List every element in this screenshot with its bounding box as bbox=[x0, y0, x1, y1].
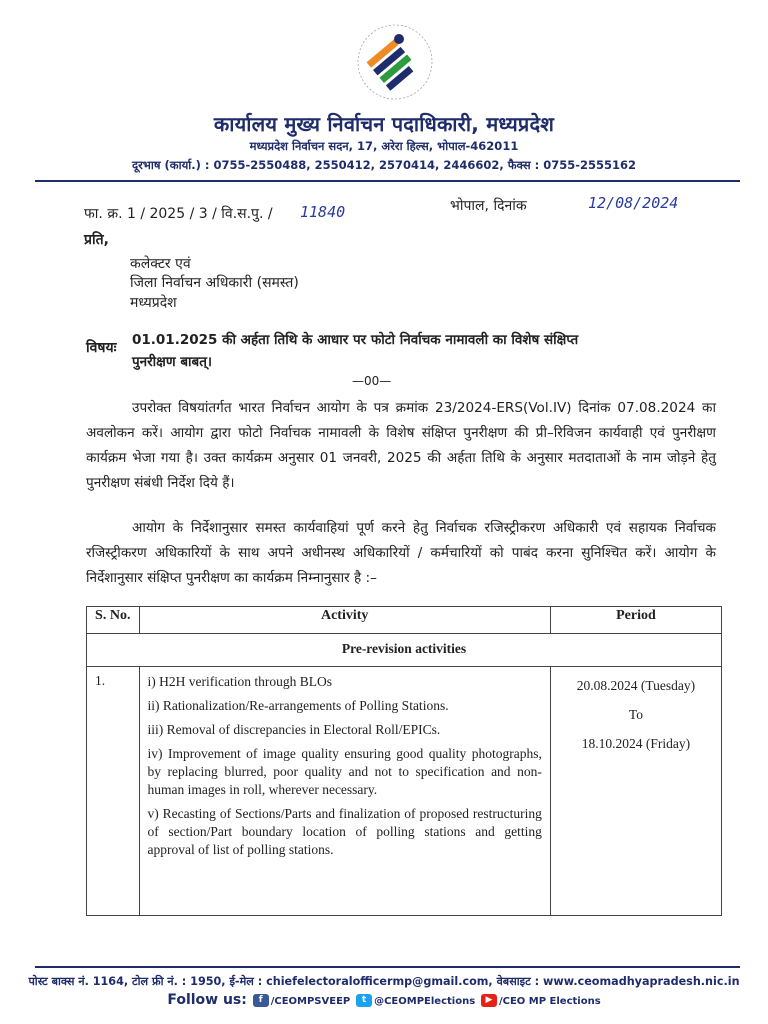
to-label: प्रति, bbox=[84, 232, 109, 248]
reference-label: फा. क्र. 1 / 2025 / 3 / वि.स.पु. / bbox=[84, 206, 273, 222]
header-activity: Activity bbox=[139, 607, 550, 634]
election-commission-logo-icon bbox=[355, 22, 435, 102]
letter-date: 12/08/2024 bbox=[588, 194, 679, 212]
row-activities bbox=[139, 667, 550, 916]
recipient-line-3: मध्यप्रदेश bbox=[130, 295, 177, 311]
reference-number: 11840 bbox=[300, 203, 346, 221]
period-to: 18.10.2024 (Friday) bbox=[581, 736, 691, 751]
recipient-line-1: कलेक्टर एवं bbox=[130, 256, 191, 272]
youtube-icon[interactable]: ▶ bbox=[481, 994, 497, 1007]
twitter-handle[interactable]: @CEOMPElections bbox=[374, 996, 476, 1007]
header-divider bbox=[35, 180, 740, 182]
footer-divider bbox=[35, 966, 740, 968]
twitter-icon[interactable]: t bbox=[356, 994, 372, 1007]
subject-label: विषयः bbox=[86, 340, 117, 356]
section-row bbox=[87, 634, 722, 667]
header-sno: S. No. bbox=[87, 607, 140, 634]
footer-contact: पोस्ट बाक्स नं. 1164, टोल फ्री नं. : 1950, ई-मेल : chiefelectoralofficermp@gmail.com, वेबसाइट : www.ceomadhyapradesh.nic.in bbox=[28, 975, 740, 988]
section-title: Pre-revision activities bbox=[87, 634, 722, 667]
paragraph-2: आयोग के निर्देशानुसार समस्त कार्यवाहियां पूर्ण करने हेतु निर्वाचक रजिस्ट्रीकरण अधिकारी एवं सहायक निर्वाचक रजिस्ट्रीकरण अधिकारियों के साथ अपने अधीनस्थ अधिकारियों / कर्मचारियों को पाबंद करना सुनिश्चित करें। आयोग के निर्देशानुसार संक्षिप्त पुनरीक्षण का कार्यक्रम निम्नानुसार है :– bbox=[86, 520, 716, 586]
activity-item: i) H2H verification through BLOs bbox=[147, 674, 332, 689]
activity-item: iii) Removal of discrepancies in Electoral Roll/EPICs. bbox=[147, 722, 441, 737]
row-sno: 1. bbox=[87, 667, 140, 916]
follow-label: Follow us: bbox=[167, 992, 247, 1008]
period-from: 20.08.2024 (Tuesday) bbox=[576, 678, 696, 693]
footer-social bbox=[0, 992, 768, 1008]
schedule-table bbox=[86, 606, 722, 916]
separator: —00— bbox=[352, 374, 392, 388]
facebook-handle[interactable]: /CEOMPSVEEP bbox=[270, 996, 351, 1007]
period-to-label: To bbox=[628, 707, 643, 722]
subject-line-1: 01.01.2025 की अर्हता तिथि के आधार पर फोटो निर्वाचक नामावली का विशेष संक्षिप्त bbox=[132, 332, 579, 348]
table-header-row bbox=[87, 607, 722, 634]
header-period: Period bbox=[550, 607, 721, 634]
office-address: मध्यप्रदेश निर्वाचन सदन, 17, अरेरा हिल्स, भोपाल-462011 bbox=[249, 139, 519, 153]
recipient-line-2: जिला निर्वाचन अधिकारी (समस्त) bbox=[130, 275, 299, 291]
paragraph-1: उपरोक्त विषयांतर्गत भारत निर्वाचन आयोग के पत्र क्रमांक 23/2024-ERS(Vol.IV) दिनांक 07.08.2024 का अवलोकन करें। आयोग द्वारा फोटो निर्वाचक नामावली के विशेष संक्षिप्त पुनरीक्षण की प्री–रिविजन कार्यवाही एवं पुनरीक्षण कार्यक्रम भेजा गया है। उक्त कार्यक्रम अनुसार 01 जनवरी, 2025 की अर्हता तिथि के अनुसार मतदाताओं के नाम जोड़ने हेतु पुनरीक्षण संबंधी निर्देश दिये हैं। bbox=[86, 400, 716, 491]
row-period bbox=[550, 667, 721, 916]
place-date-label: भोपाल, दिनांक bbox=[450, 198, 527, 214]
activity-item: v) Recasting of Sections/Parts and finalization of proposed restructuring of section/Part boundary location of polling stations and getting approval of list of polling stations. bbox=[147, 806, 542, 857]
activity-item: ii) Rationalization/Re-arrangements of Polling Stations. bbox=[147, 698, 449, 713]
facebook-icon[interactable]: f bbox=[253, 994, 269, 1007]
office-phones: दूरभाष (कार्या.) : 0755-2550488, 2550412, 2570414, 2446602, फैक्स : 0755-2555162 bbox=[131, 158, 637, 172]
office-title: कार्यालय मुख्य निर्वाचन पदाधिकारी, मध्यप्रदेश bbox=[213, 112, 555, 136]
youtube-handle[interactable]: /CEO MP Elections bbox=[498, 996, 601, 1007]
activity-item: iv) Improvement of image quality ensuring good quality photographs, by replacing blurred, poor quality and not to specification and non-human images in roll, wherever necessary. bbox=[147, 746, 542, 797]
subject-line-2: पुनरीक्षण बाबत्। bbox=[132, 354, 213, 370]
table-row bbox=[87, 667, 722, 916]
